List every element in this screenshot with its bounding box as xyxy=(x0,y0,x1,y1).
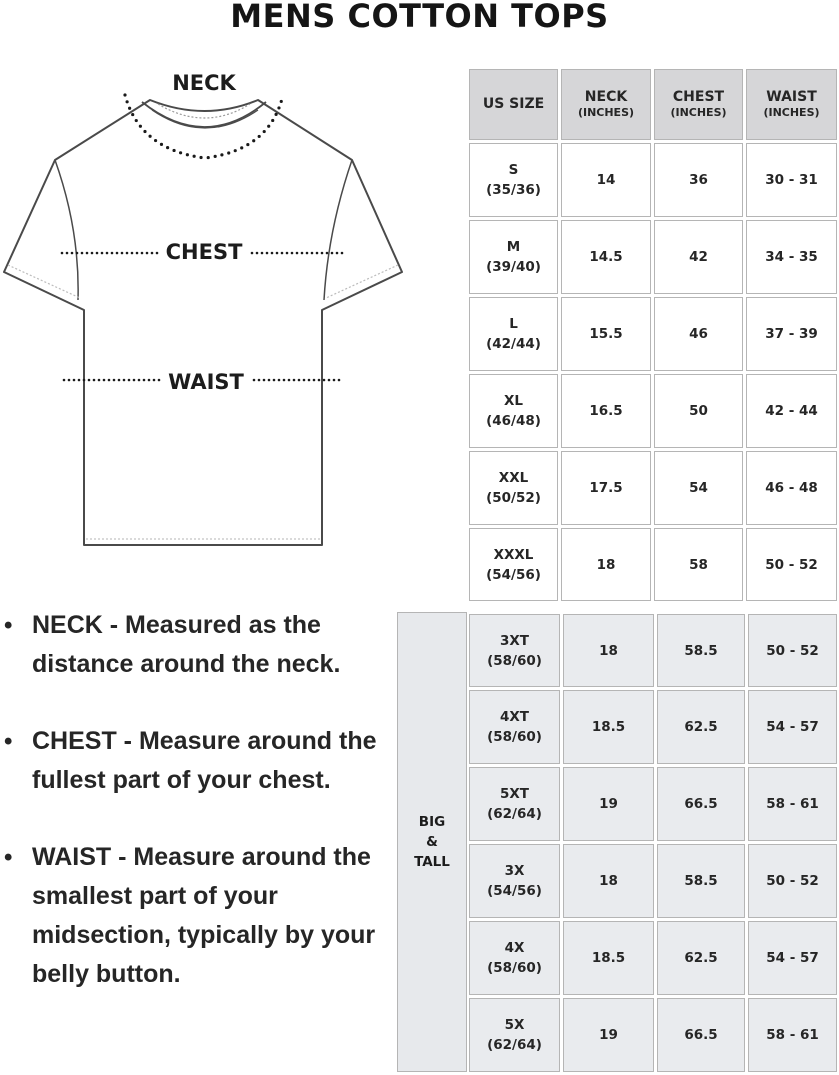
chest-cell-m: 42 xyxy=(654,220,743,294)
chest-cell-5x: 66.5 xyxy=(657,998,745,1072)
chest-cell-s: 36 xyxy=(654,143,743,217)
size-cell-xl: XL (46/48) xyxy=(469,374,558,448)
size-cell-l: L (42/44) xyxy=(469,297,558,371)
waist-cell-5x: 58 - 61 xyxy=(748,998,837,1072)
neck-cell-5x: 19 xyxy=(563,998,654,1072)
waist-cell-4xt: 54 - 57 xyxy=(748,690,837,764)
chest-cell-xxxl: 58 xyxy=(654,528,743,601)
neck-cell-3xt: 18 xyxy=(563,614,654,687)
neck-cell-xxxl: 18 xyxy=(561,528,651,601)
waist-note: • WAIST - Measure around the smallest part of your midsection, typically by your belly button. xyxy=(0,838,385,994)
chest-note: • CHEST - Measure around the fullest part of your chest. xyxy=(0,722,385,800)
size-cell-m: M (39/40) xyxy=(469,220,558,294)
size-cell-3xt: 3XT (58/60) xyxy=(469,614,560,687)
neck-note: • NECK - Measured as the distance around the neck. xyxy=(0,606,385,684)
size-cell-3x: 3X (54/56) xyxy=(469,844,560,918)
neck-label: NECK xyxy=(172,71,236,95)
waist-cell-s: 30 - 31 xyxy=(746,143,837,217)
neck-cell-s: 14 xyxy=(561,143,651,217)
header-neck: NECK (INCHES) xyxy=(561,69,651,140)
size-cell-s: S (35/36) xyxy=(469,143,558,217)
chest-cell-xxl: 54 xyxy=(654,451,743,525)
neck-cell-5xt: 19 xyxy=(563,767,654,841)
size-cell-xxl: XXL (50/52) xyxy=(469,451,558,525)
size-cell-5x: 5X (62/64) xyxy=(469,998,560,1072)
chest-cell-l: 46 xyxy=(654,297,743,371)
neck-cell-3x: 18 xyxy=(563,844,654,918)
waist-cell-5xt: 58 - 61 xyxy=(748,767,837,841)
waist-cell-m: 34 - 35 xyxy=(746,220,837,294)
header-us-size: US SIZE xyxy=(469,69,558,140)
tshirt-diagram xyxy=(0,60,410,560)
size-cell-4x: 4X (58/60) xyxy=(469,921,560,995)
header-waist: WAIST (INCHES) xyxy=(746,69,837,140)
chest-cell-xl: 50 xyxy=(654,374,743,448)
size-cell-5xt: 5XT (62/64) xyxy=(469,767,560,841)
waist-cell-3xt: 50 - 52 xyxy=(748,614,837,687)
page-title: MENS COTTON TOPS xyxy=(230,0,609,35)
waist-cell-xxxl: 50 - 52 xyxy=(746,528,837,601)
size-cell-4xt: 4XT (58/60) xyxy=(469,690,560,764)
waist-cell-xxl: 46 - 48 xyxy=(746,451,837,525)
measurement-notes xyxy=(0,606,385,1032)
neck-cell-m: 14.5 xyxy=(561,220,651,294)
header-chest: CHEST (INCHES) xyxy=(654,69,743,140)
chest-cell-3xt: 58.5 xyxy=(657,614,745,687)
big-tall-label: BIG & TALL xyxy=(397,612,467,1072)
neck-cell-4xt: 18.5 xyxy=(563,690,654,764)
neck-cell-l: 15.5 xyxy=(561,297,651,371)
neck-cell-xxl: 17.5 xyxy=(561,451,651,525)
neck-cell-4x: 18.5 xyxy=(563,921,654,995)
chest-label: CHEST xyxy=(165,240,243,264)
tshirt-icon xyxy=(4,100,402,545)
waist-cell-l: 37 - 39 xyxy=(746,297,837,371)
waist-cell-3x: 50 - 52 xyxy=(748,844,837,918)
chest-cell-5xt: 66.5 xyxy=(657,767,745,841)
size-cell-xxxl: XXXL (54/56) xyxy=(469,528,558,601)
chest-cell-4x: 62.5 xyxy=(657,921,745,995)
waist-cell-xl: 42 - 44 xyxy=(746,374,837,448)
chest-cell-4xt: 62.5 xyxy=(657,690,745,764)
neck-cell-xl: 16.5 xyxy=(561,374,651,448)
waist-cell-4x: 54 - 57 xyxy=(748,921,837,995)
chest-cell-3x: 58.5 xyxy=(657,844,745,918)
waist-label: WAIST xyxy=(168,370,244,394)
